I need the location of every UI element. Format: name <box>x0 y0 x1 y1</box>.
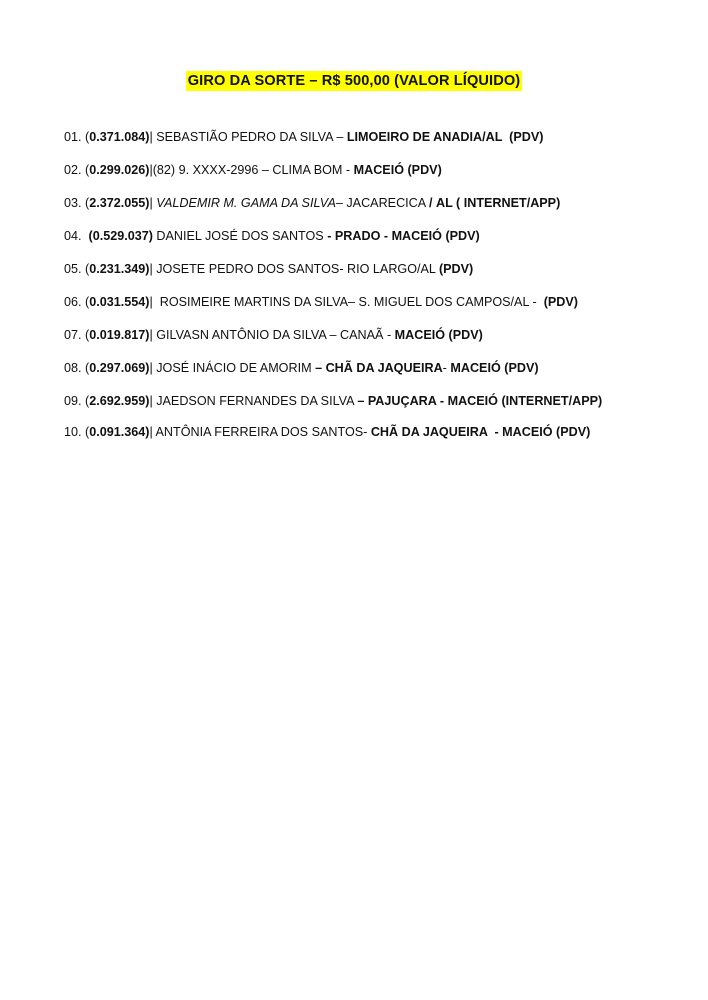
entry-location: - PRADO - MACEIÓ (PDV) <box>327 229 480 243</box>
list-item <box>64 228 694 245</box>
entry-number: 07. <box>64 328 86 342</box>
entry-location: (PDV) <box>543 295 578 309</box>
entry-location: CHÃ DA JAQUEIRA - MACEIÓ (PDV) <box>370 425 591 439</box>
entry-name: | JOSÉ INÁCIO DE AMORIM <box>149 361 316 375</box>
entry-paren: ( <box>85 295 90 309</box>
entry-code: 0.019.817) <box>89 328 150 342</box>
entry-code: 2.692.959) <box>89 394 150 408</box>
list-item <box>64 129 694 146</box>
list-item <box>64 195 694 212</box>
entry-code: 0.371.084) <box>89 130 150 144</box>
entry-name: |(82) 9. XXXX-2996 – CLIMA BOM - <box>149 163 354 177</box>
list-item <box>64 294 694 311</box>
list-item <box>64 393 694 410</box>
list-item <box>64 162 694 179</box>
entry-paren: ( <box>85 163 90 177</box>
list-item <box>64 261 694 278</box>
entry-number: 08. <box>64 361 86 375</box>
entry-location: MACEIÓ (PDV) <box>353 163 442 177</box>
entry-name: | ANTÔNIA FERREIRA DOS SANTOS- <box>149 425 371 439</box>
title-wrap <box>0 71 708 91</box>
list-item <box>64 327 694 344</box>
entry-slash: / <box>428 196 433 210</box>
entry-number: 03. <box>64 196 86 210</box>
entry-location: AL ( INTERNET/APP) <box>435 196 561 210</box>
entry-location: (PDV) <box>438 262 474 276</box>
entry-number: 04. <box>64 229 89 243</box>
entry-name: | JAEDSON FERNANDES DA SILVA <box>149 394 358 408</box>
entry-name: VALDEMIR M. GAMA DA SILVA <box>156 196 336 210</box>
winners-list <box>64 129 694 457</box>
entry-name: DANIEL JOSÉ DOS SANTOS <box>152 229 328 243</box>
page-title: GIRO DA SORTE – R$ 500,00 (VALOR LÍQUIDO) <box>187 73 521 89</box>
entry-code: 0.231.349) <box>89 262 150 276</box>
entry-number: 06. <box>64 295 86 309</box>
entry-name: | JOSETE PEDRO DOS SANTOS- RIO LARGO/AL <box>149 262 439 276</box>
entry-paren: ( <box>85 361 90 375</box>
entry-number: 02. <box>64 163 86 177</box>
entry-paren: ( <box>85 262 90 276</box>
entry-code: 0.297.069) <box>89 361 150 375</box>
entry-paren: ( <box>85 394 90 408</box>
entry-dash: - <box>442 361 451 375</box>
entry-number: 01. <box>64 130 86 144</box>
list-item <box>64 424 694 441</box>
entry-number: 10. <box>64 425 86 439</box>
entry-paren: ( <box>85 328 90 342</box>
entry-code: 2.372.055) <box>89 196 150 210</box>
entry-name: | GILVASN ANTÔNIO DA SILVA – CANAÃ - <box>149 328 395 342</box>
entry-separator: | <box>149 196 157 210</box>
entry-code: (0.529.037) <box>88 229 153 243</box>
entry-code: 0.299.026) <box>89 163 150 177</box>
entry-name: | ROSIMEIRE MARTINS DA SILVA– S. MIGUEL DOS CAMPOS/AL - <box>149 295 544 309</box>
entry-location: MACEIÓ (PDV) <box>394 328 483 342</box>
entry-district: – JACARECICA <box>335 196 429 210</box>
entry-number: 05. <box>64 262 86 276</box>
entry-city: MACEIÓ (PDV) <box>450 361 539 375</box>
entry-location: – PAJUÇARA - MACEIÓ (INTERNET/APP) <box>357 394 603 408</box>
list-item <box>64 360 694 377</box>
entry-code: 0.091.364) <box>89 425 150 439</box>
entry-name: | SEBASTIÃO PEDRO DA SILVA – <box>149 130 347 144</box>
entry-paren: ( <box>85 196 90 210</box>
entry-code: 0.031.554) <box>89 295 150 309</box>
entry-location: LIMOEIRO DE ANADIA/AL (PDV) <box>346 130 544 144</box>
entry-paren: ( <box>85 130 90 144</box>
entry-number: 09. <box>64 394 86 408</box>
entry-location: – CHÃ DA JAQUEIRA <box>315 361 443 375</box>
entry-paren: ( <box>85 425 90 439</box>
